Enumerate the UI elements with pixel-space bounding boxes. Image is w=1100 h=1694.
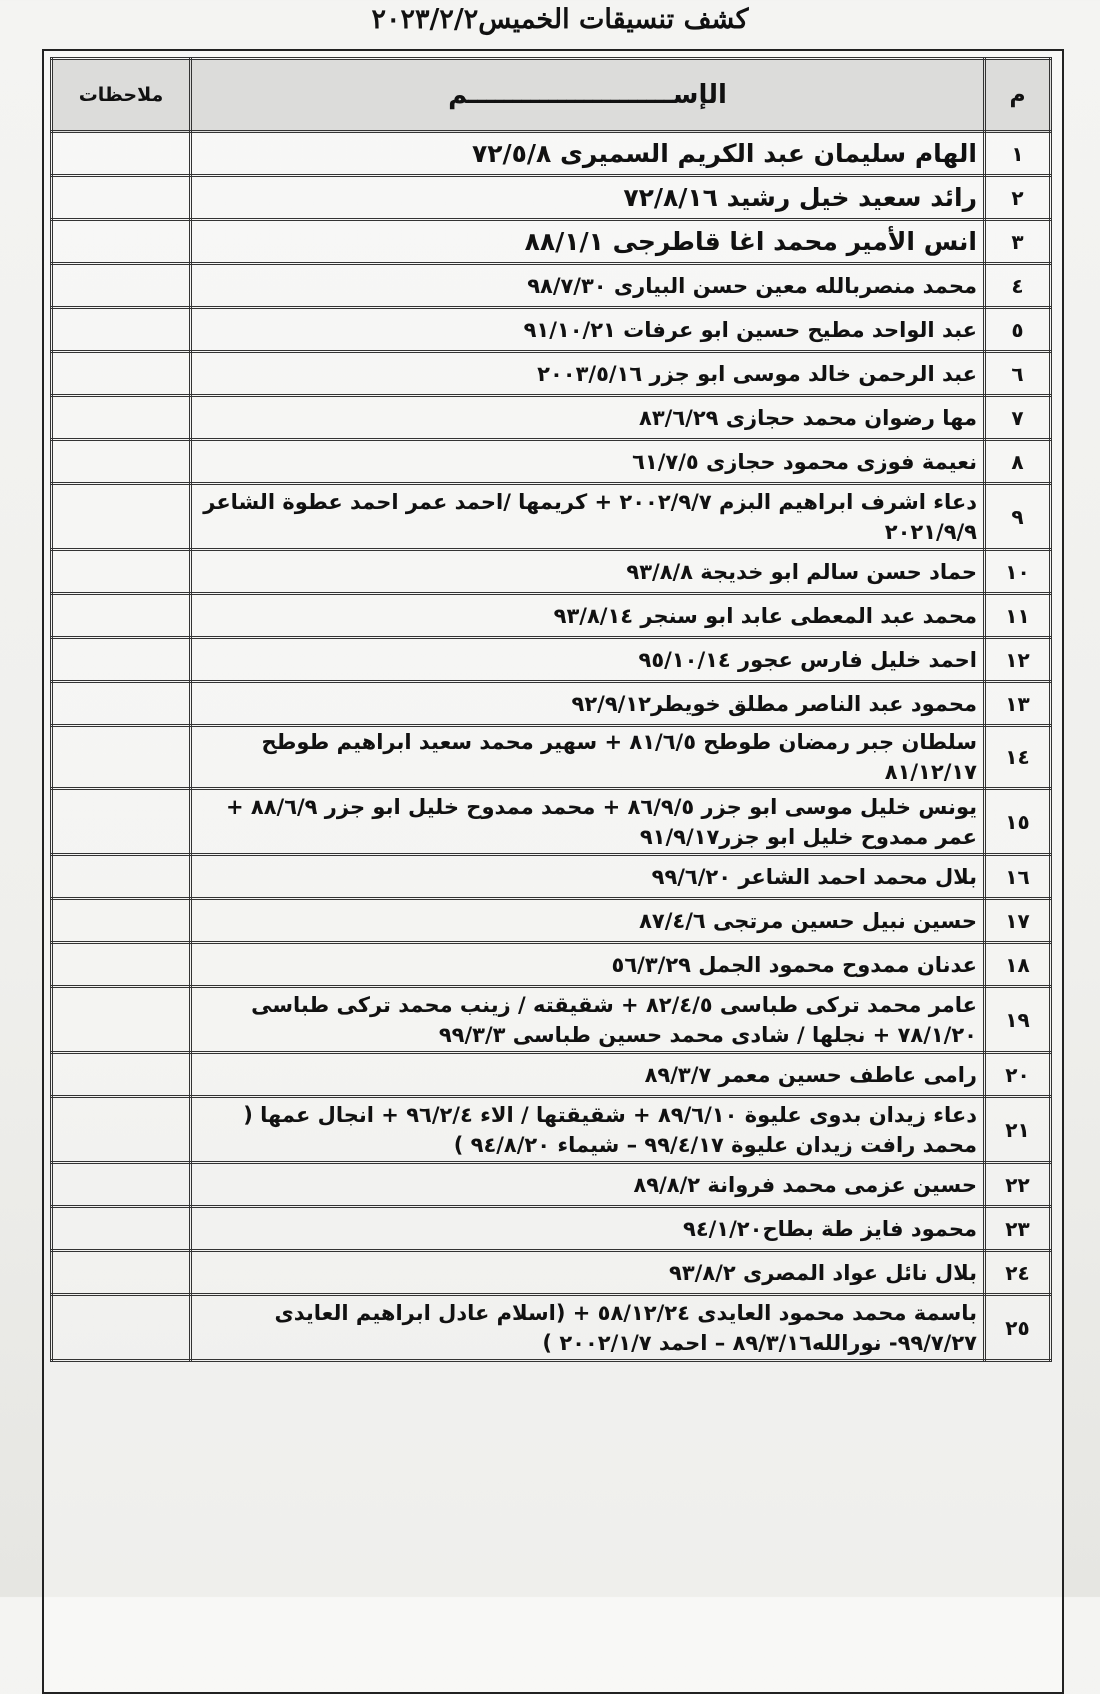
row-notes bbox=[52, 550, 191, 594]
table-row bbox=[52, 1053, 1051, 1097]
row-number: ٢٥ bbox=[985, 1295, 1051, 1361]
table-row bbox=[52, 176, 1051, 220]
row-number: ٢٢ bbox=[985, 1163, 1051, 1207]
row-name: الهام سليمان عبد الكريم السميرى ٧٢/٥/٨ bbox=[191, 132, 985, 176]
row-notes bbox=[52, 789, 191, 855]
row-number: ٤ bbox=[985, 264, 1051, 308]
row-name: رائد سعيد خيل رشيد ٧٢/٨/١٦ bbox=[191, 176, 985, 220]
row-notes bbox=[52, 352, 191, 396]
row-name: عدنان ممدوح محمود الجمل ٥٦/٣/٢٩ bbox=[191, 943, 985, 987]
row-name: عامر محمد تركى طباسى ٨٢/٤/٥ + شقيقته / زينب محمد تركى طباسى ٧٨/١/٢٠ + نجلها / شادى محمد حسين طباسى ٩٩/٣/٣ bbox=[191, 987, 985, 1053]
row-name: نعيمة فوزى محمود حجازى ٦١/٧/٥ bbox=[191, 440, 985, 484]
row-name: محمد عبد المعطى عابد ابو سنجر ٩٣/٨/١٤ bbox=[191, 594, 985, 638]
row-notes bbox=[52, 132, 191, 176]
table-row bbox=[52, 440, 1051, 484]
row-name: حسين نبيل حسين مرتجى ٨٧/٤/٦ bbox=[191, 899, 985, 943]
table-row bbox=[52, 899, 1051, 943]
row-number: ١٢ bbox=[985, 638, 1051, 682]
row-name: دعاء اشرف ابراهيم البزم ٢٠٠٢/٩/٧ + كريمها /احمد عمر احمد عطوة الشاعر ٢٠٢١/٩/٩ bbox=[191, 484, 985, 550]
row-notes bbox=[52, 899, 191, 943]
row-name: باسمة محمد محمود العايدى ٥٨/١٢/٢٤ + (اسلام عادل ابراهيم العايدى ٩٩/٧/٢٧- نورالله٨٩/٣/١٦ – احمد ٢٠٠٢/١/٧ ) bbox=[191, 1295, 985, 1361]
row-number: ٢٣ bbox=[985, 1207, 1051, 1251]
table-row bbox=[52, 682, 1051, 726]
row-notes bbox=[52, 1053, 191, 1097]
table-row bbox=[52, 396, 1051, 440]
row-name: عبد الرحمن خالد موسى ابو جزر ٢٠٠٣/٥/١٦ bbox=[191, 352, 985, 396]
row-notes bbox=[52, 396, 191, 440]
table-row bbox=[52, 638, 1051, 682]
row-notes bbox=[52, 220, 191, 264]
row-number: ٧ bbox=[985, 396, 1051, 440]
row-name: محمد منصربالله معين حسن البيارى ٩٨/٧/٣٠ bbox=[191, 264, 985, 308]
row-number: ١٥ bbox=[985, 789, 1051, 855]
row-number: ٢٠ bbox=[985, 1053, 1051, 1097]
table-row bbox=[52, 352, 1051, 396]
row-number: ١٨ bbox=[985, 943, 1051, 987]
table-row bbox=[52, 789, 1051, 855]
row-notes bbox=[52, 484, 191, 550]
names-table bbox=[50, 57, 1052, 1362]
row-notes bbox=[52, 1295, 191, 1361]
header-number: م bbox=[985, 59, 1051, 132]
row-notes bbox=[52, 176, 191, 220]
table-row bbox=[52, 308, 1051, 352]
header-name: الإســـــــــــــــــــــــم bbox=[191, 59, 985, 132]
row-number: ٥ bbox=[985, 308, 1051, 352]
row-name: سلطان جبر رمضان طوطح ٨١/٦/٥ + سهير محمد سعيد ابراهيم طوطح ٨١/١٢/١٧ bbox=[191, 726, 985, 789]
row-name: محمود فايز طة بطاح٩٤/١/٢٠ bbox=[191, 1207, 985, 1251]
row-notes bbox=[52, 855, 191, 899]
row-number: ٢ bbox=[985, 176, 1051, 220]
row-number: ١٣ bbox=[985, 682, 1051, 726]
header-notes: ملاحظات bbox=[52, 59, 191, 132]
row-number: ٨ bbox=[985, 440, 1051, 484]
row-name: عبد الواحد مطيح حسين ابو عرفات ٩١/١٠/٢١ bbox=[191, 308, 985, 352]
row-notes bbox=[52, 308, 191, 352]
row-number: ٦ bbox=[985, 352, 1051, 396]
table-row bbox=[52, 943, 1051, 987]
table-row bbox=[52, 1251, 1051, 1295]
row-name: حماد حسن سالم ابو خديجة ٩٣/٨/٨ bbox=[191, 550, 985, 594]
row-notes bbox=[52, 638, 191, 682]
row-number: ١٦ bbox=[985, 855, 1051, 899]
row-notes bbox=[52, 440, 191, 484]
row-notes bbox=[52, 594, 191, 638]
row-number: ١٧ bbox=[985, 899, 1051, 943]
row-name: يونس خليل موسى ابو جزر ٨٦/٩/٥ + محمد ممدوح خليل ابو جزر ٨٨/٦/٩ + عمر ممدوح خليل ابو جزر٩١/٩/١٧ bbox=[191, 789, 985, 855]
table-row bbox=[52, 132, 1051, 176]
row-name: بلال نائل عواد المصرى ٩٣/٨/٢ bbox=[191, 1251, 985, 1295]
table-row bbox=[52, 220, 1051, 264]
table-row bbox=[52, 594, 1051, 638]
row-notes bbox=[52, 1097, 191, 1163]
row-name: رامى عاطف حسين معمر ٨٩/٣/٧ bbox=[191, 1053, 985, 1097]
row-notes bbox=[52, 264, 191, 308]
row-name: بلال محمد احمد الشاعر ٩٩/٦/٢٠ bbox=[191, 855, 985, 899]
row-number: ٩ bbox=[985, 484, 1051, 550]
row-notes bbox=[52, 1163, 191, 1207]
table-row bbox=[52, 1295, 1051, 1361]
row-name: احمد خليل فارس عجور ٩٥/١٠/١٤ bbox=[191, 638, 985, 682]
table-row bbox=[52, 264, 1051, 308]
row-notes bbox=[52, 943, 191, 987]
table-row bbox=[52, 1163, 1051, 1207]
row-number: ١٤ bbox=[985, 726, 1051, 789]
row-notes bbox=[52, 987, 191, 1053]
table-row bbox=[52, 987, 1051, 1053]
row-name: مها رضوان محمد حجازى ٨٣/٦/٢٩ bbox=[191, 396, 985, 440]
table-row bbox=[52, 726, 1051, 789]
table-header-row bbox=[52, 59, 1051, 132]
row-number: ٢٤ bbox=[985, 1251, 1051, 1295]
row-name: دعاء زيدان بدوى عليوة ٨٩/٦/١٠ + شقيقتها / الاء ٩٦/٢/٤ + انجال عمها ( محمد رافت زيدان عليوة ٩٩/٤/١٧ – شيماء ٩٤/٨/٢٠ ) bbox=[191, 1097, 985, 1163]
row-number: ١١ bbox=[985, 594, 1051, 638]
table-row bbox=[52, 1207, 1051, 1251]
row-number: ١ bbox=[985, 132, 1051, 176]
row-notes bbox=[52, 1207, 191, 1251]
row-name: محمود عبد الناصر مطلق خويطر٩٢/٩/١٢ bbox=[191, 682, 985, 726]
row-number: ٢١ bbox=[985, 1097, 1051, 1163]
row-notes bbox=[52, 726, 191, 789]
table-row bbox=[52, 855, 1051, 899]
row-number: ٣ bbox=[985, 220, 1051, 264]
table-row bbox=[52, 484, 1051, 550]
row-name: حسين عزمى محمد فروانة ٨٩/٨/٢ bbox=[191, 1163, 985, 1207]
row-number: ١٩ bbox=[985, 987, 1051, 1053]
row-name: انس الأمير محمد اغا قاطرجى ٨٨/١/١ bbox=[191, 220, 985, 264]
table-row bbox=[52, 1097, 1051, 1163]
row-number: ١٠ bbox=[985, 550, 1051, 594]
row-notes bbox=[52, 682, 191, 726]
row-notes bbox=[52, 1251, 191, 1295]
page-title: كشف تنسيقات الخميس٢٠٢٣/٢/٢ bbox=[371, 4, 749, 35]
table-row bbox=[52, 550, 1051, 594]
